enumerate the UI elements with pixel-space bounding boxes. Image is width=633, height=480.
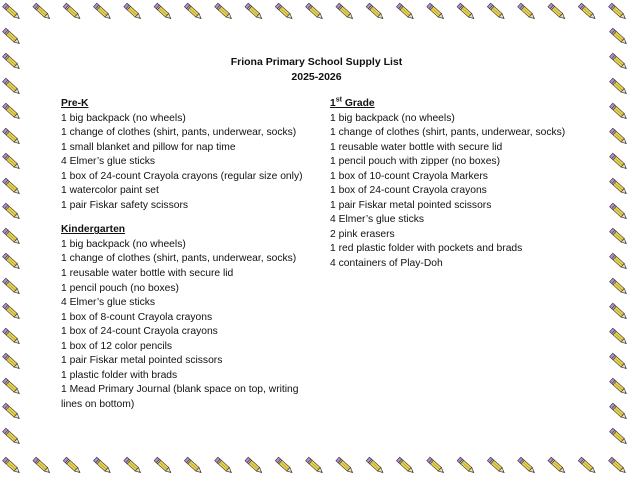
list-item: lines on bottom) [61, 398, 135, 410]
list-item: 4 Elmer’s glue sticks [61, 297, 156, 309]
list-item: 1 watercolor paint set [61, 185, 159, 197]
prek-list [61, 112, 303, 214]
list-item: 1 plastic folder with brads [61, 369, 178, 381]
list-item: 4 containers of Play-Doh [330, 258, 443, 270]
list-item: 1 pencil pouch with zipper (no boxes) [330, 156, 500, 168]
document-title: Friona Primary School Supply List [230, 56, 403, 68]
list-item: 1 pair Fiskar metal pointed scissors [330, 199, 492, 211]
list-item: 1 small blanket and pillow for nap time [61, 141, 236, 153]
kindergarten-heading: Kindergarten [61, 224, 126, 236]
left-column [61, 97, 303, 412]
right-column [330, 97, 565, 272]
document-year: 2025-2026 [291, 71, 342, 83]
list-item: 1 box of 24-count Crayola crayons (regular size only) [61, 170, 303, 182]
list-item: 1 box of 12 color pencils [61, 340, 173, 352]
first-grade-heading: 1st Grade [330, 96, 375, 109]
kindergarten-list [61, 238, 303, 413]
list-item: 1 pair Fiskar safety scissors [61, 199, 189, 211]
list-item: 1 big backpack (no wheels) [330, 112, 455, 124]
list-item: 1 change of clothes (shirt, pants, underwear, socks) [61, 127, 297, 139]
list-item: 1 big backpack (no wheels) [61, 112, 186, 124]
list-item: 1 reusable water bottle with secure lid [61, 268, 234, 280]
list-item: 4 Elmer’s glue sticks [330, 214, 425, 226]
list-item: 1 Mead Primary Journal (blank space on top, writing [61, 384, 299, 396]
list-item: 1 box of 8-count Crayola crayons [61, 311, 213, 323]
list-item: 1 pair Fiskar metal pointed scissors [61, 355, 223, 367]
first-grade-list [330, 112, 565, 272]
list-item: 1 red plastic folder with pockets and brads [330, 243, 523, 255]
list-item: 1 box of 24-count Crayola crayons [61, 326, 218, 338]
list-item: 1 reusable water bottle with secure lid [330, 141, 503, 153]
list-item: 1 change of clothes (shirt, pants, underwear, socks) [330, 127, 566, 139]
list-item: 2 pink erasers [330, 228, 395, 240]
list-item: 1 box of 24-count Crayola crayons [330, 185, 487, 197]
list-item: 1 change of clothes (shirt, pants, underwear, socks) [61, 253, 297, 265]
list-item: 1 pencil pouch (no boxes) [61, 282, 179, 294]
list-item: 4 Elmer’s glue sticks [61, 156, 156, 168]
prek-heading: Pre-K [61, 98, 89, 109]
list-item: 1 box of 10-count Crayola Markers [330, 170, 488, 182]
list-item: 1 big backpack (no wheels) [61, 238, 186, 250]
